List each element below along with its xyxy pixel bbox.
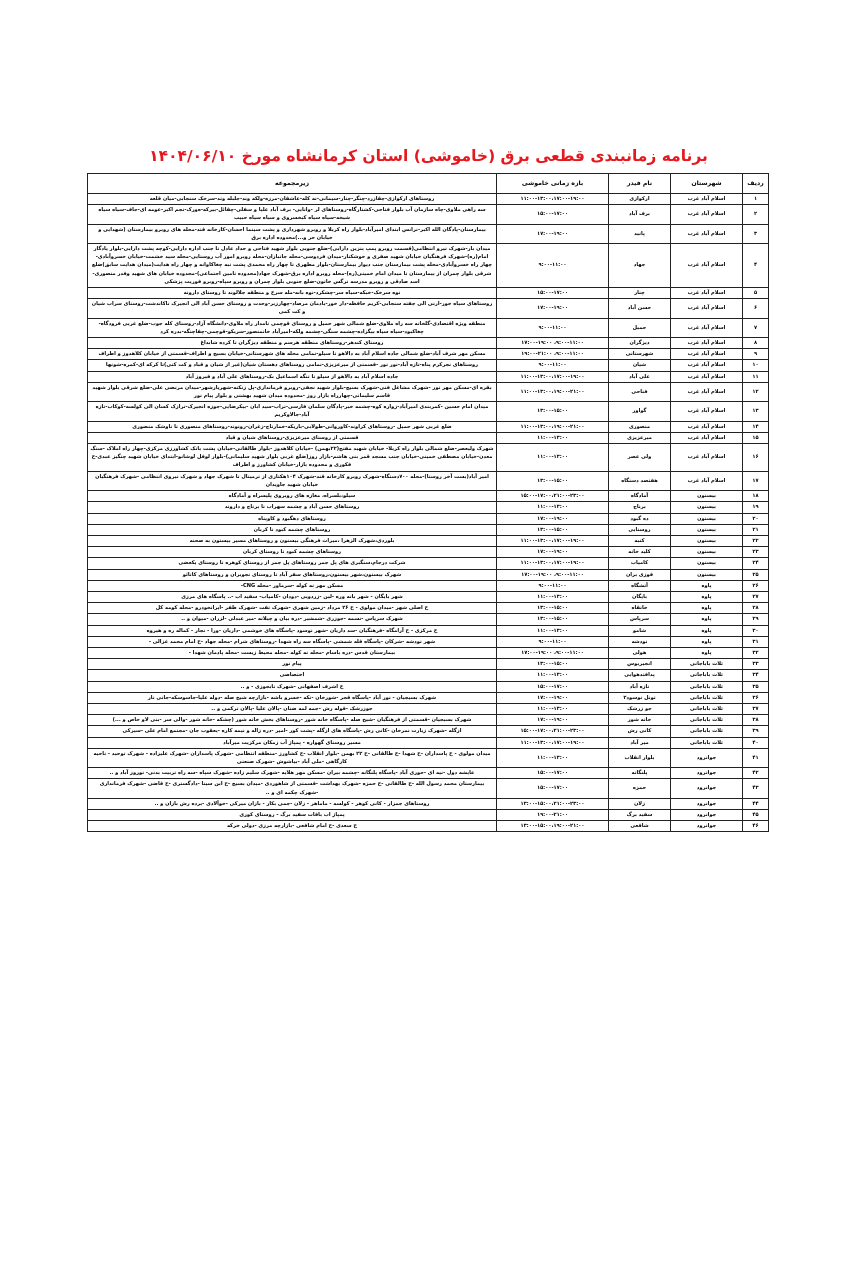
cell-feeder-name: جو زرشک bbox=[609, 703, 671, 714]
table-row bbox=[88, 471, 769, 490]
table-row bbox=[88, 224, 769, 243]
cell-outage-time: ۱۱:۰۰-۱۳:۰۰،۱۹:۰۰-۲۱:۰۰ bbox=[497, 382, 609, 401]
cell-row-number: ۱۲ bbox=[743, 382, 769, 401]
cell-subset: جاده اسلام آباد به دالاهو از سیلو تا تنگه اسماعیل بک-روستاهای علی آباد و فیروز آباد bbox=[88, 371, 497, 382]
cell-feeder-name: انجیربوس bbox=[609, 659, 671, 670]
cell-outage-time: ۱۱:۰۰-۱۳:۰۰،۱۹:۰۰-۲۱:۰۰ bbox=[497, 421, 609, 432]
cell-row-number: ۱۱ bbox=[743, 371, 769, 382]
cell-subset: پمپاژ اب بافات سفید برگ - روستای کوری bbox=[88, 809, 497, 820]
cell-county: پاوه bbox=[671, 625, 743, 636]
cell-outage-time: ۱۵:۰۰-۱۷:۰۰ bbox=[497, 205, 609, 224]
cell-outage-time: ۱۱:۰۰-۱۳:۰۰،۱۷:۰۰-۱۹:۰۰ bbox=[497, 194, 609, 205]
cell-row-number: ۳۰ bbox=[743, 625, 769, 636]
table-row bbox=[88, 244, 769, 288]
table-row bbox=[88, 692, 769, 703]
cell-outage-time: ۱۱:۰۰-۱۳:۰۰ bbox=[497, 703, 609, 714]
table-row bbox=[88, 703, 769, 714]
cell-outage-time: ۱۵:۰۰-۱۷:۰۰ bbox=[497, 779, 609, 798]
table-row bbox=[88, 535, 769, 546]
table-row bbox=[88, 513, 769, 524]
cell-county: اسلام آباد غرب bbox=[671, 382, 743, 401]
cell-row-number: ۲ bbox=[743, 205, 769, 224]
cell-feeder-name: روستایی bbox=[609, 524, 671, 535]
table-row bbox=[88, 625, 769, 636]
cell-row-number: ۴۱ bbox=[743, 748, 769, 767]
table-row bbox=[88, 299, 769, 318]
cell-subset: ضلع غربی شهر حمیل -روستاهای کراوند-کاوروانی-طولابی-باریکه-خمارناج-زغران-رونوند-روستاهای منصوری تا ناوشک منصوری bbox=[88, 421, 497, 432]
cell-row-number: ۱۴ bbox=[743, 421, 769, 432]
cell-feeder-name: میر آباد bbox=[609, 737, 671, 748]
cell-row-number: ۱۸ bbox=[743, 491, 769, 502]
cell-outage-time: ۱۱:۰۰-۱۳:۰۰،۱۷:۰۰-۱۹:۰۰ bbox=[497, 737, 609, 748]
cell-feeder-name: پانید bbox=[609, 224, 671, 243]
cell-row-number: ۴۴ bbox=[743, 798, 769, 809]
cell-subset: شهرک سرپاس -نسمه -جوزری -شمشیر -دره بیان و چیلانه -میر عبدلی -لزران -میوان و .. bbox=[88, 614, 497, 625]
cell-county: بیستون bbox=[671, 535, 743, 546]
outage-schedule-table bbox=[87, 173, 769, 832]
cell-row-number: ۴۶ bbox=[743, 821, 769, 832]
cell-county: بیستون bbox=[671, 558, 743, 569]
cell-feeder-name: هفتصد دستگاه bbox=[609, 471, 671, 490]
cell-outage-time: ۱۷:۰۰-۱۹:۰۰ bbox=[497, 715, 609, 726]
cell-subset: امیر آباد(بست آخر روستا)-محله ۷۰۰دستگاه-شهرک روبرو کارخانه قند-شهرک ۱۰۴هکتاری از ترمینال تا شهرک جهاد و شهرک نیروی انتظامی -شهرک فرهنگیان خیابان شهید جاویدان bbox=[88, 471, 497, 490]
cell-outage-time: ۹:۰۰-۱۱:۰۰ bbox=[497, 580, 609, 591]
cell-county: بیستون bbox=[671, 569, 743, 580]
table-row bbox=[88, 491, 769, 502]
table-row bbox=[88, 421, 769, 432]
table-row bbox=[88, 636, 769, 647]
cell-subset: میدان مولوی - خ پاسداران -خ شهدا -خ طالقانی -خ ۲۲ بهمن -بلوار انقلاب -خ کشاورز -منطقه انتظامی -شهرک پاسداران -شهرک علیزاده - شهرک توحید - ناحیه کارگاهی -ملی آباد -بیاشوش -شهرک صنعتی bbox=[88, 748, 497, 767]
cell-outage-time: ۱۹:۰۰-۲۱:۰۰ bbox=[497, 809, 609, 820]
cell-county: اسلام آباد غرب bbox=[671, 299, 743, 318]
cell-feeder-name: هولی bbox=[609, 647, 671, 658]
cell-county: اسلام آباد غرب bbox=[671, 194, 743, 205]
cell-subset: خ اشرف اصفهانی -شهرک نابجوزی - و .. bbox=[88, 681, 497, 692]
cell-subset: سیلو،بلسراه، مغازه های روبروی پلیسراه و آمادگاه bbox=[88, 491, 497, 502]
table-row bbox=[88, 402, 769, 421]
table-row bbox=[88, 670, 769, 681]
cell-feeder-name: تونل نوسود۲ bbox=[609, 692, 671, 703]
cell-county: اسلام آباد غرب bbox=[671, 402, 743, 421]
cell-row-number: ۲۲ bbox=[743, 535, 769, 546]
cell-feeder-name: کانی رش bbox=[609, 726, 671, 737]
table-row bbox=[88, 349, 769, 360]
cell-feeder-name: تازه آباد bbox=[609, 681, 671, 692]
cell-outage-time: ۱۷:۰۰-۱۹:۰۰ bbox=[497, 547, 609, 558]
cell-subset: جوزرشک -قوله رش -جمه لمه ضنان -پالان علیا -پالان ترکمی و .. bbox=[88, 703, 497, 714]
cell-county: بیستون bbox=[671, 547, 743, 558]
cell-county: اسلام آباد غرب bbox=[671, 360, 743, 371]
cell-feeder-name: کلید خانه bbox=[609, 547, 671, 558]
cell-feeder-name: خانقاه bbox=[609, 603, 671, 614]
cell-outage-time: ۹:۰۰-۱۱:۰۰ bbox=[497, 636, 609, 647]
cell-outage-time: ۱۱:۰۰-۱۳:۰۰ bbox=[497, 432, 609, 443]
cell-outage-time: ۹:۰۰-۱۱:۰۰ bbox=[497, 244, 609, 288]
cell-subset: شهرک بسیجیان -قسمتی از فرهنگیان -شیخ صله -پاسگاه خانه شور -روستاهای بخش خانه شور (چشکه -خانه شور -والی سر -بنی لاو خاص و ...) bbox=[88, 715, 497, 726]
table-row bbox=[88, 288, 769, 299]
cell-outage-time: ۱۷:۰۰-۱۹:۰۰ bbox=[497, 692, 609, 703]
cell-row-number: ۲۴ bbox=[743, 558, 769, 569]
table-row bbox=[88, 809, 769, 820]
cell-subset: شهرک بیستون،شهر بیستون،روستاهای سفر آباد تا روستای نجوبران و روستاهای کانائو bbox=[88, 569, 497, 580]
cell-outage-time: ۹:۰۰-۱۱:۰۰ bbox=[497, 318, 609, 337]
cell-outage-time: ۱۱:۰۰-۱۳:۰۰ bbox=[497, 670, 609, 681]
cell-subset: بلوردی،شهرک الزهرا ،میراث فرهنگی بیستون و روستاهای مسیر بیستون به صحنه bbox=[88, 535, 497, 546]
cell-outage-time: ۱۵:۰۰-۱۷:۰۰،۲۱:۰۰-۲۳:۰۰ bbox=[497, 726, 609, 737]
cell-feeder-name: بلوار انقلاب bbox=[609, 748, 671, 767]
cell-feeder-name: ارکوازی bbox=[609, 194, 671, 205]
cell-row-number: ۱ bbox=[743, 194, 769, 205]
cell-feeder-name: سفید برگ bbox=[609, 809, 671, 820]
cell-subset: اختصاصی bbox=[88, 670, 497, 681]
cell-outage-time: ۱۱:۰۰-۱۳:۰۰ bbox=[497, 591, 609, 602]
table-row bbox=[88, 726, 769, 737]
cell-subset: روستاهای چشمه کبود تا کربان bbox=[88, 524, 497, 535]
cell-subset: شهرک ولیعصر-ضلع شمالی بلوار راه کربلا- خیابان شهید مفتح(۲۲بهمن) -خیابان کلاهدوز -بلوار طالقانی-خیابان پشت بانک کشاورزی مرکزی-چهار راه املاک -سنگ معدن-خیابان مصطفی خمینی-خیابان جنب مسجد قمر بنی هاشم-بازار روز(ضلع غربی بلوار شهید سلیمانی)-بلوار لوفل لوشانو-ابتدای خیابان شهید چنگیز عبدی-خ فکوری و محدوده بازار-خیابان کشاورز و اطراف bbox=[88, 444, 497, 472]
cell-outage-time: ۱۱:۰۰-۱۳:۰۰ bbox=[497, 748, 609, 767]
cell-outage-time: ۱۳:۰۰-۱۵:۰۰ bbox=[497, 471, 609, 490]
cell-subset: بیمارستان قدس -دره باسام -محله نه کوله -محله محیط زیست -محله پادمان شهدا - bbox=[88, 647, 497, 658]
cell-row-number: ۸ bbox=[743, 338, 769, 349]
cell-subset: خ اصلی شهر -میدان مولوی - خ ۲۶ مرداد -زمین شهری -شهرک نفت -شهرک ظفر -ایرانخودرو -محله کومه کل bbox=[88, 603, 497, 614]
table-row bbox=[88, 659, 769, 670]
cell-subset: روستاهای دهگبود و کاوپناه bbox=[88, 513, 497, 524]
cell-subset: روستای کندهر-روستاهای منطقه هرسم و منطقه دیزگران تا کرده شابداغ bbox=[88, 338, 497, 349]
cell-outage-time: ۱۳:۰۰-۱۵:۰۰ bbox=[497, 524, 609, 535]
cell-county: جوانرود bbox=[671, 809, 743, 820]
cell-feeder-name: خانه شور bbox=[609, 715, 671, 726]
cell-county: ثلاث باباجانی bbox=[671, 737, 743, 748]
cell-feeder-name: بایگان bbox=[609, 591, 671, 602]
table-row bbox=[88, 558, 769, 569]
cell-subset: مسکن مهر نه کوله -سرماور -محله CNG- bbox=[88, 580, 497, 591]
table-row bbox=[88, 569, 769, 580]
cell-row-number: ۳۸ bbox=[743, 715, 769, 726]
cell-feeder-name: چنار bbox=[609, 288, 671, 299]
cell-subset: شهر بایگان - شهر بانه وره -لین -زردویی -دودان -کامیاب- سفید اب -.. پاسگاه های مرزی bbox=[88, 591, 497, 602]
cell-row-number: ۴۵ bbox=[743, 809, 769, 820]
cell-feeder-name: گواور bbox=[609, 402, 671, 421]
table-row bbox=[88, 798, 769, 809]
cell-row-number: ۲۷ bbox=[743, 591, 769, 602]
cell-feeder-name: کتبه bbox=[609, 535, 671, 546]
cell-row-number: ۳۹ bbox=[743, 726, 769, 737]
cell-feeder-name: حسن آباد bbox=[609, 299, 671, 318]
column-header-subset: زیرمجموعه bbox=[88, 174, 497, 194]
cell-feeder-name: علی آباد bbox=[609, 371, 671, 382]
table-header bbox=[88, 174, 769, 194]
cell-feeder-name: شهرستانی bbox=[609, 349, 671, 360]
cell-subset: روستاهای جمزار - کانی کوهر - کولسه - ماماهر - زلان -جمی بکار - بازان میرکی -خوآلادی -برده رش بازان و .. bbox=[88, 798, 497, 809]
cell-row-number: ۳ bbox=[743, 224, 769, 243]
table-row bbox=[88, 360, 769, 371]
cell-outage-time: ۱۱:۰۰-۱۳:۰۰ bbox=[497, 444, 609, 472]
cell-feeder-name: شافعی bbox=[609, 821, 671, 832]
cell-outage-time: ۱۳:۰۰-۱۵:۰۰ bbox=[497, 402, 609, 421]
cell-row-number: ۲۹ bbox=[743, 614, 769, 625]
table-row bbox=[88, 432, 769, 443]
table-row bbox=[88, 715, 769, 726]
cell-row-number: ۹ bbox=[743, 349, 769, 360]
cell-subset: میدان بار-شهرک نیرو انتظامی(قسمت روبرو پمپ بنزین دارابی)-ضلع جنوبی بلوار شهید فتاحی و حداد عادل تا جنب اداره دارایی-کوچه پشت دارایی-بلوار یادگار امام(ره)-شهرک فرهنگیان خیابان شهید صفری و خوشکنار-میدان فردوسی-محله جانبازان-محله روبرو امور آب روستایی-محله سید خشمت-خیابان خسروآبادی-چهار راه خسروآبادی-محله پشت بیمارستان جنب دیوار بیمارستان-بلوار مطهری تا چهار راه محمدی پشت نبه چغاکاوانه و چهار راه هدایت(میدان هدایت سابق)ضلع شرقی بلوار چمران از بیمارستان تا میدان امام خمینی(ره)-محله روبرو اداره برق-شهرک جهاد(محدوده تامین اجتماعی)-محدوده خیابان های شهید وفدر منصوری-اسد صادقی و روبرو مدرسه نرگس خاتون-ضلع جنوبی بلوار چمران و روبرو سپاه-روبرو فوریت پزشکی bbox=[88, 244, 497, 288]
cell-outage-time: ۱۵:۰۰-۱۷:۰۰،۲۱:۰۰-۲۳:۰۰ bbox=[497, 491, 609, 502]
cell-subset: نوه سرخک-خبکه-سیاه سر-چشکرد-نوه بانه-مله سرخ و منطقه جلالوند تا روستای دارونه bbox=[88, 288, 497, 299]
table-row bbox=[88, 647, 769, 658]
cell-outage-time: ۱۳:۰۰-۱۵:۰۰،۱۹:۰۰-۲۱:۰۰ bbox=[497, 821, 609, 832]
cell-county: اسلام آباد غرب bbox=[671, 421, 743, 432]
cell-county: اسلام آباد غرب bbox=[671, 432, 743, 443]
cell-subset: بیمارستان محمد رسول الله -خ طالقانی -خ حمزه -شهرک بهداشت -قسمتی از شاهوردی -میدان بسیج -خ ابن سینا -دادگستری -خ قاضی -شهرک فرمانداری -شهرک چکمه ای و .. bbox=[88, 779, 497, 798]
cell-outage-time: ۱۳:۰۰-۱۵:۰۰ bbox=[497, 659, 609, 670]
cell-feeder-name: برناج bbox=[609, 502, 671, 513]
cell-outage-time: ۱۷:۰۰-۱۹:۰۰ bbox=[497, 513, 609, 524]
table-row bbox=[88, 768, 769, 779]
table-row bbox=[88, 338, 769, 349]
cell-county: جوانرود bbox=[671, 748, 743, 767]
cell-outage-time: ۱۳:۰۰-۱۵:۰۰ bbox=[497, 614, 609, 625]
table-row bbox=[88, 205, 769, 224]
cell-outage-time: ۱۵:۰۰-۱۷:۰۰ bbox=[497, 768, 609, 779]
cell-row-number: ۴ bbox=[743, 244, 769, 288]
table-row bbox=[88, 547, 769, 558]
cell-feeder-name: برف آباد bbox=[609, 205, 671, 224]
cell-county: اسلام آباد غرب bbox=[671, 471, 743, 490]
cell-outage-time: ۱۳:۰۰-۱۵:۰۰،۲۱:۰۰-۲۳:۰۰ bbox=[497, 798, 609, 809]
cell-row-number: ۱۹ bbox=[743, 502, 769, 513]
cell-row-number: ۲۱ bbox=[743, 524, 769, 535]
cell-outage-time: ۹:۰۰-۱۱:۰۰، ۱۷:۰۰-۱۹:۰۰ bbox=[497, 569, 609, 580]
cell-county: پاوه bbox=[671, 580, 743, 591]
cell-outage-time: ۹:۰۰-۱۱:۰۰، ۱۷:۰۰-۱۹:۰۰ bbox=[497, 647, 609, 658]
table-row bbox=[88, 502, 769, 513]
cell-row-number: ۲۶ bbox=[743, 580, 769, 591]
cell-county: ثلاث باباجانی bbox=[671, 726, 743, 737]
cell-outage-time: ۱۱:۰۰-۱۳:۰۰ bbox=[497, 625, 609, 636]
cell-county: اسلام آباد غرب bbox=[671, 288, 743, 299]
cell-county: جوانرود bbox=[671, 768, 743, 779]
table-row bbox=[88, 524, 769, 535]
cell-county: اسلام آباد غرب bbox=[671, 371, 743, 382]
cell-county: جوانرود bbox=[671, 821, 743, 832]
cell-row-number: ۳۷ bbox=[743, 703, 769, 714]
cell-row-number: ۱۳ bbox=[743, 402, 769, 421]
cell-row-number: ۷ bbox=[743, 318, 769, 337]
cell-subset: سه راهی ملاوی-چاه سازمان آب بلوار فتاحی-کشتارگاه-روستاهای لر -وانایی- برف آباد علیا و سفلی-چقائل-بیرکه-ه‌ورک-نجم اکبر-عومه ای-جاف-سیاه سیاه شیخه-سیاه سیاه کبخسروی و سیاه سیاه حبیب bbox=[88, 205, 497, 224]
cell-outage-time: ۱۱:۰۰-۱۳:۰۰ bbox=[497, 502, 609, 513]
cell-outage-time: ۱۷:۰۰-۱۹:۰۰ bbox=[497, 224, 609, 243]
cell-feeder-name: فتاحی bbox=[609, 382, 671, 401]
cell-feeder-name: نودشه bbox=[609, 636, 671, 647]
cell-outage-time: ۱۵:۰۰-۱۷:۰۰ bbox=[497, 681, 609, 692]
cell-subset: روستاهای ارکوازی-چقازرد-چنگر-چنار-سیمانی-نه کله-عاشقان-مرزه-ولکه وند-جلبله وند-سرخک سنجابی-میان قلعه bbox=[88, 194, 497, 205]
cell-feeder-name: شامو bbox=[609, 625, 671, 636]
cell-row-number: ۳۱ bbox=[743, 636, 769, 647]
table-row bbox=[88, 382, 769, 401]
cell-county: اسلام آباد غرب bbox=[671, 338, 743, 349]
cell-subset: قسمتی از روستای میرعزیزی-روستاهای شیان و قباد bbox=[88, 432, 497, 443]
cell-row-number: ۶ bbox=[743, 299, 769, 318]
page-title: برنامه زمانبندی قطعی برق (خاموشی) استان کرمانشاه مورخ ۱۴۰۴/۰۶/۱۰ bbox=[149, 147, 708, 165]
cell-county: اسلام آباد غرب bbox=[671, 224, 743, 243]
cell-subset: مسکن مهر شرف آباد-ضلع شمالی جاده اسلام آباد به دالاهو تا سیلو-نمامی محله های شهرستانی-خیابان بسیج و اطراف-قسمتی از خیابان کلاهدوز و اطراف bbox=[88, 349, 497, 360]
cell-county: ثلاث باباجانی bbox=[671, 703, 743, 714]
cell-feeder-name: پدافندهوایی bbox=[609, 670, 671, 681]
cell-county: جوانرود bbox=[671, 779, 743, 798]
cell-feeder-name: سرپاس bbox=[609, 614, 671, 625]
cell-row-number: ۱۰ bbox=[743, 360, 769, 371]
cell-county: اسلام آباد غرب bbox=[671, 444, 743, 472]
cell-subset: پیام نور bbox=[88, 659, 497, 670]
table-row bbox=[88, 194, 769, 205]
table-row bbox=[88, 779, 769, 798]
cell-county: پاوه bbox=[671, 591, 743, 602]
cell-feeder-name: منصوری bbox=[609, 421, 671, 432]
table-row bbox=[88, 681, 769, 692]
cell-subset: مسیر روستای گهواره - پمپاژ آب زمکان مرکزیت میرآباد bbox=[88, 737, 497, 748]
cell-subset: بیمارستان-پادگان الله اکبر-ترانس ابتدای امیرآباد-بلوار راه کربلا و روبرو شهرداری و پشت سینما احسان-کارخانه قند-محله های روبرو بیمارستان (شهدایی و خیابان حر و...)محدوده اداره برق bbox=[88, 224, 497, 243]
cell-row-number: ۲۸ bbox=[743, 603, 769, 614]
cell-subset: منطقه ویژه اقتصادی-گلخانه سه راه ملاوی-ضلع شمالی شهر حمیل و روستای قوچمی نامدار راه ملاوی-دانشگاه آزاد-روستای کله جوب-ضلع غربی فرودگاه-چغاکبود-سیاه سیاه بیگزاده-چشمه سنگی-چشمه ولکه-امیرآباد خانمنصور-سربکو-قوچمی-چقاچنگه-بدره کرد bbox=[88, 318, 497, 337]
cell-subset: شهرک بسیجیان - نور آباد -پاسگاه قجر -شورخان -نکه -خسرو باشه -بازارچه شیخ صله -دوله علیا-جاسوسکه-جانی نار bbox=[88, 692, 497, 703]
cell-row-number: ۴۰ bbox=[743, 737, 769, 748]
cell-county: جوانرود bbox=[671, 798, 743, 809]
cell-row-number: ۳۵ bbox=[743, 681, 769, 692]
cell-row-number: ۳۳ bbox=[743, 659, 769, 670]
column-header-time: بازه زمانی خاموشی bbox=[497, 174, 609, 194]
cell-row-number: ۳۶ bbox=[743, 692, 769, 703]
cell-row-number: ۱۷ bbox=[743, 471, 769, 490]
cell-row-number: ۳۴ bbox=[743, 670, 769, 681]
schedule-table-container bbox=[88, 173, 769, 832]
cell-county: اسلام آباد غرب bbox=[671, 205, 743, 224]
column-header-feeder: نام فیدر bbox=[609, 174, 671, 194]
table-row bbox=[88, 748, 769, 767]
cell-subset: روستاهای حسن آباد و چشمه سهراب تا برناج و داروند bbox=[88, 502, 497, 513]
cell-row-number: ۵ bbox=[743, 288, 769, 299]
cell-feeder-name: فوزی بران bbox=[609, 569, 671, 580]
cell-county: پاوه bbox=[671, 636, 743, 647]
cell-feeder-name: حمزه bbox=[609, 779, 671, 798]
table-row bbox=[88, 580, 769, 591]
cell-row-number: ۱۵ bbox=[743, 432, 769, 443]
cell-outage-time: ۹:۰۰-۱۱:۰۰ bbox=[497, 360, 609, 371]
cell-outage-time: ۱۳:۰۰-۱۵:۰۰ bbox=[497, 603, 609, 614]
table-row bbox=[88, 821, 769, 832]
cell-outage-time: ۱۱:۰۰-۱۳:۰۰،۱۷:۰۰-۱۹:۰۰ bbox=[497, 371, 609, 382]
cell-subset: ازگله -شهرک زیارت نمرخان -کانی رش -پاسگاه های ازگله -پشت کور -امیر -دره زاله و نیمه کاره -یعقوب جان -مجتمع امام علی -سیرکی bbox=[88, 726, 497, 737]
cell-row-number: ۳۲ bbox=[743, 647, 769, 658]
cell-outage-time: ۱۱:۰۰-۱۳:۰۰،۱۷:۰۰-۱۹:۰۰ bbox=[497, 535, 609, 546]
cell-county: بیستون bbox=[671, 513, 743, 524]
table-row bbox=[88, 737, 769, 748]
cell-row-number: ۴۲ bbox=[743, 768, 769, 779]
cell-feeder-name: زلان bbox=[609, 798, 671, 809]
cell-row-number: ۱۶ bbox=[743, 444, 769, 472]
cell-county: پاوه bbox=[671, 614, 743, 625]
cell-subset: خ سعدی -خ امام شافعی -بازارچه مرزی -دولی خرکه bbox=[88, 821, 497, 832]
cell-row-number: ۴۳ bbox=[743, 779, 769, 798]
cell-feeder-name: کامیاب bbox=[609, 558, 671, 569]
table-row bbox=[88, 603, 769, 614]
column-header-rowno: ردیف bbox=[743, 174, 769, 194]
cell-county: اسلام آباد غرب bbox=[671, 244, 743, 288]
table-header-row bbox=[88, 174, 769, 194]
cell-feeder-name: آتشگاه bbox=[609, 580, 671, 591]
cell-subset: میدان امام حسین -کمربندی امیرآباد-زواره کوه-چشمه خبر-پادگان سلمان فارسی-تراب-سید ابان -بیکرضایی-جوزه انجیرک-ترازک کسان الی کولسه-کوکاب-تازه آباد-جالاوکریم bbox=[88, 402, 497, 421]
cell-county: پاوه bbox=[671, 603, 743, 614]
cell-feeder-name: شیان bbox=[609, 360, 671, 371]
cell-county: بیستون bbox=[671, 524, 743, 535]
cell-county: اسلام آباد غرب bbox=[671, 349, 743, 360]
cell-county: اسلام آباد غرب bbox=[671, 318, 743, 337]
cell-outage-time: ۹:۰۰-۱۱:۰۰، ۱۷:۰۰-۱۹:۰۰ bbox=[497, 338, 609, 349]
cell-subset: شهر نودشه -شرکان -پاسگاه قله شمشی -پاسگاه سه راه شهدا -روستاهای شرام -محله جهاد -خ امام محمد غزالی - bbox=[88, 636, 497, 647]
cell-county: ثلاث باباجانی bbox=[671, 715, 743, 726]
table-row bbox=[88, 444, 769, 472]
cell-feeder-name: حمیل bbox=[609, 318, 671, 337]
cell-outage-time: ۹:۰۰-۱۱:۰۰، ۱۹:۰۰-۲۱:۰۰ bbox=[497, 349, 609, 360]
cell-county: بیستون bbox=[671, 502, 743, 513]
cell-feeder-name: دیزگران bbox=[609, 338, 671, 349]
cell-subset: روستاهای سیاه خور-ارنی الی جفته سنجابی-کریم حافظه-دار خور-یادمان مرصاد-چهارزبر-وحدت و روستای حسن آباد الی انجیرک ناکاندشت-روستای سراب شیان و کت کمی bbox=[88, 299, 497, 318]
table-row bbox=[88, 614, 769, 625]
table-body bbox=[88, 194, 769, 832]
table-row bbox=[88, 318, 769, 337]
cell-feeder-name: پلنگانه bbox=[609, 768, 671, 779]
cell-county: ثلاث باباجانی bbox=[671, 659, 743, 670]
cell-subset: خ مرکزی - خ آرامگاه -فرهنگیان -سد داریان -شهر نوسود -پاسگاه های خوشمی -داریان -ورا - نجار - کماله ره و هیروه bbox=[88, 625, 497, 636]
cell-subset: بقره ای-مسکن مهر نور -شهرک مشاغل فنی-شهرک بسیج-بلوار شهید نجفی-روبرو فرمانداری-پل زنکنه-شهریارشهر-میدان مرتضی علی-ضلع شرقی بلوار شهید قاسم سلیمانی-چهارراه بازار روز -محدوده میدان شهید بهشتی و بلوار پیام نور bbox=[88, 382, 497, 401]
table-row bbox=[88, 591, 769, 602]
cell-county: پاوه bbox=[671, 647, 743, 658]
cell-feeder-name: جهاد bbox=[609, 244, 671, 288]
table-row bbox=[88, 371, 769, 382]
cell-subset: عایشه دول -نیه ای -حوری آباد -پاسگاه پلنگانه -چشمه بیران -مسکن مهر هلایه -شهرک سلیم زاده -شهرک سپاه -سه راه تربیت بدنی- نوروز آباد و .. bbox=[88, 768, 497, 779]
cell-row-number: ۲۰ bbox=[743, 513, 769, 524]
cell-row-number: ۲۳ bbox=[743, 547, 769, 558]
cell-outage-time: ۱۱:۰۰-۱۳:۰۰،۱۷:۰۰-۱۹:۰۰ bbox=[497, 558, 609, 569]
cell-county: بیستون bbox=[671, 491, 743, 502]
cell-outage-time: ۱۷:۰۰-۱۹:۰۰ bbox=[497, 299, 609, 318]
cell-feeder-name: ده گبود bbox=[609, 513, 671, 524]
cell-subset: روستاهای چشمه کبود تا روستای کربان bbox=[88, 547, 497, 558]
cell-feeder-name: میرعزیزی bbox=[609, 432, 671, 443]
cell-row-number: ۲۵ bbox=[743, 569, 769, 580]
cell-subset: روستاهای نجرکرم پناه-تازه آباد-نور نور -قسمتی از میرعزیزی-نمامی روستاهای دهستان شیان(غیر از شیان و قباد و کت کنی)تا کرکه ای-کمره-شونها bbox=[88, 360, 497, 371]
cell-feeder-name: آمادگاه bbox=[609, 491, 671, 502]
cell-county: ثلاث باباجانی bbox=[671, 692, 743, 703]
column-header-county: شهرستان bbox=[671, 174, 743, 194]
cell-feeder-name: ولی عصر bbox=[609, 444, 671, 472]
cell-county: ثلاث باباجانی bbox=[671, 681, 743, 692]
cell-subset: شرکت درجام،سنگبری های پل جمر روستاهای پل جمر از روستای کوهره تا روستای یکعضی bbox=[88, 558, 497, 569]
cell-outage-time: ۱۵:۰۰-۱۷:۰۰ bbox=[497, 288, 609, 299]
cell-county: ثلاث باباجانی bbox=[671, 670, 743, 681]
